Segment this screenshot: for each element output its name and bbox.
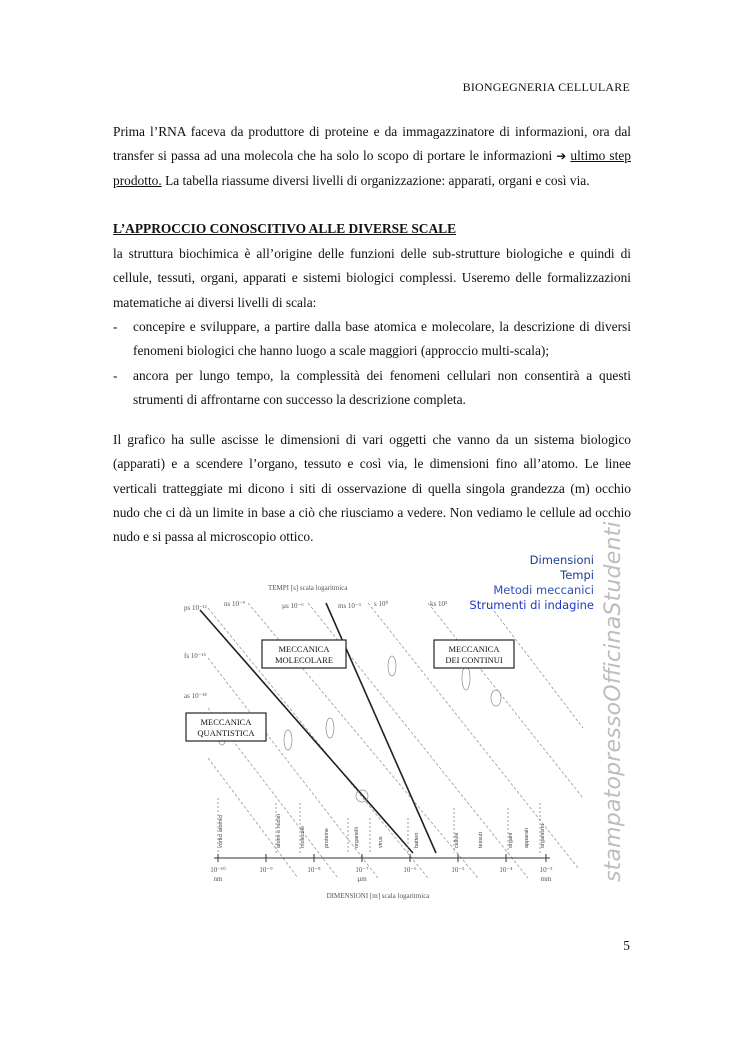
x-tick-unit: µm bbox=[357, 875, 367, 883]
x-tick: 10⁻⁷ bbox=[355, 866, 369, 874]
x-tick: 10⁻⁹ bbox=[259, 866, 273, 874]
object-label: tessuti bbox=[478, 832, 484, 848]
object-label: organi bbox=[508, 832, 514, 848]
object-label: batteri bbox=[414, 832, 420, 848]
paragraph-3: Il grafico ha sulle ascisse le dimensioni di vari oggetti che vanno da un sistema biologico (apparati) e a scendere l’organo, tessuto e così via, le dimensioni fino all’atomo. Le linee verticali tratteggiate mi dicono i siti di osservazione di quella singola grandezza (m) occhio nudo che ci dà un limite in base a ciò che riusciamo a vedere. Non vediamo le cellule ad occhio nudo e si passa al microscopio ottico. bbox=[113, 432, 631, 545]
x-tick: 10⁻⁸ bbox=[307, 866, 321, 874]
object-label: atomi e nuclei bbox=[276, 814, 282, 848]
x-tick: 10⁻⁵ bbox=[451, 866, 465, 874]
object-label: vortici atomici bbox=[218, 814, 224, 848]
figure-legend bbox=[469, 553, 594, 613]
time-axis-label: TEMPI [s] scala logaritmica bbox=[268, 584, 348, 592]
object-labels bbox=[218, 814, 546, 848]
legend-investigation-tools: Strumenti di indagine bbox=[469, 598, 594, 612]
box-label: QUANTISTICA bbox=[197, 728, 255, 738]
time-tick: s 10⁰ bbox=[374, 600, 389, 608]
box-label: MECCANICA bbox=[200, 717, 252, 727]
paragraph-1 bbox=[113, 120, 631, 193]
x-axis bbox=[210, 854, 552, 900]
time-tick: fs 10⁻¹⁵ bbox=[184, 652, 207, 660]
box-label: DEI CONTINUI bbox=[445, 655, 503, 665]
legend-dimensions: Dimensioni bbox=[529, 553, 594, 567]
object-label: virus bbox=[378, 836, 384, 848]
box-label: MECCANICA bbox=[278, 644, 330, 654]
x-axis-label: DIMENSIONI [m] scala logaritmica bbox=[326, 892, 430, 900]
box-label: MECCANICA bbox=[448, 644, 500, 654]
bullet-text: concepire e sviluppare, a partire dalla base atomica e molecolare, la descrizione di diversi fenomeni biologici che hanno luogo a scale maggiori (approccio multi-scala); bbox=[133, 319, 631, 359]
underlined-phrase: ultimo step prodotto. bbox=[113, 148, 631, 188]
x-tick-unit: nm bbox=[213, 875, 223, 883]
x-tick-unit: mm bbox=[540, 875, 552, 883]
legend-times: Tempi bbox=[560, 568, 594, 582]
section-heading: L’APPROCCIO CONOSCITIVO ALLE DIVERSE SCALE bbox=[113, 221, 457, 236]
object-label: molecole bbox=[300, 825, 306, 848]
object-label: apparati bbox=[524, 828, 530, 848]
bullet-dash: - bbox=[113, 368, 118, 383]
right-arrow-icon: ➔ bbox=[556, 149, 567, 164]
paragraph-1-text-end: La tabella riassume diversi livelli di organizzazione: apparati, organi e così via. bbox=[161, 172, 590, 188]
object-label: proteine bbox=[324, 828, 330, 848]
time-tick: ms 10⁻³ bbox=[338, 602, 361, 610]
x-tick: 10⁻⁶ bbox=[403, 866, 417, 874]
object-label: organismi bbox=[540, 824, 546, 848]
time-tick: ns 10⁻⁹ bbox=[224, 600, 246, 608]
bullet-text: ancora per lungo tempo, la complessità dei fenomeni cellulari non consentirà a questi strumenti di affrontarne con successo la descrizione completa. bbox=[133, 368, 631, 408]
box-label: MOLECOLARE bbox=[274, 655, 334, 665]
object-label: cellule bbox=[454, 832, 460, 848]
time-tick: ks 10³ bbox=[430, 600, 448, 608]
time-tick: µs 10⁻⁶ bbox=[282, 602, 304, 610]
paragraph-2: la struttura biochimica è all’origine delle funzioni delle sub-strutture biologiche e quindi di cellule, tessuti, organi, apparati e sistemi biologici complessi. Useremo delle formalizzazioni matematiche ai diversi livelli di scala: bbox=[113, 246, 631, 310]
paragraph-1-text: Prima l’RNA faceva da produttore di proteine e da immagazzinatore di informazioni, ora dal transfer si passa ad una molecola che ha solo lo scopo di portare le informazioni bbox=[113, 124, 631, 164]
page-number: 5 bbox=[623, 938, 630, 953]
bullet-dash: - bbox=[113, 319, 118, 334]
running-title: BIONGEGNERIA CELLULARE bbox=[462, 80, 630, 94]
time-tick: as 10⁻¹⁸ bbox=[184, 692, 207, 700]
legend-mechanical-methods: Metodi meccanici bbox=[493, 583, 594, 597]
watermark: stampatopressoOfficinaStudenti bbox=[601, 521, 626, 882]
x-tick: 10⁻⁴ bbox=[499, 866, 513, 874]
x-tick: 10⁻¹⁰ bbox=[210, 866, 226, 874]
object-label: organelli bbox=[354, 827, 360, 848]
x-tick: 10⁻³ bbox=[539, 866, 553, 874]
time-tick: ps 10⁻¹² bbox=[184, 604, 207, 612]
